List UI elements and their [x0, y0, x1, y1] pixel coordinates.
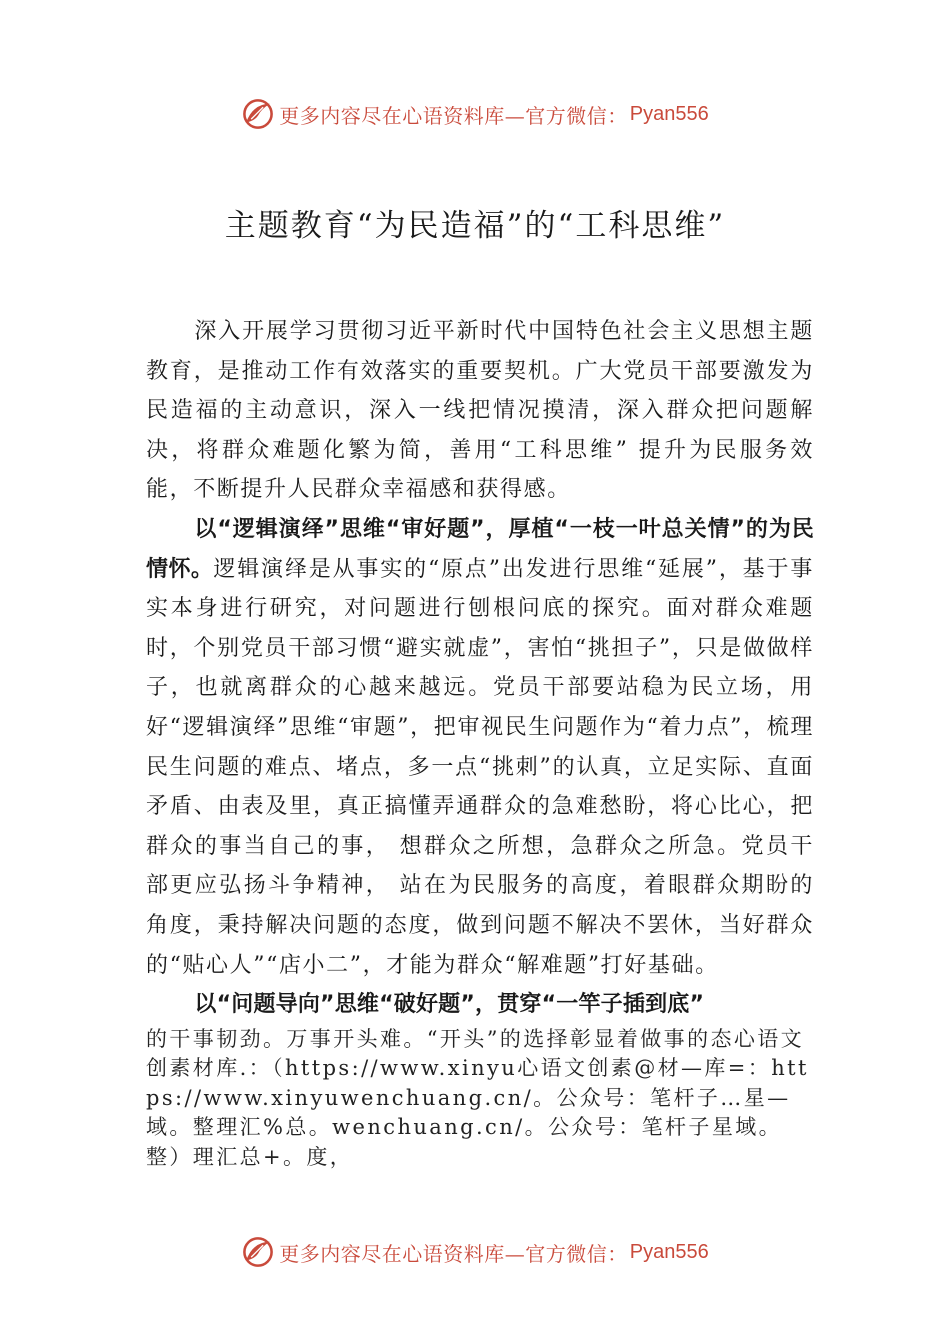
paragraph-problem [146, 985, 814, 1025]
paragraph-intro [146, 312, 814, 510]
banner-text: 更多内容尽在心语资料库—官方微信： [279, 1241, 628, 1266]
pen-logo-icon [241, 1235, 275, 1269]
banner-wechat-id: Pyan556 [629, 102, 709, 125]
pen-logo-icon [241, 97, 275, 131]
header-banner [0, 94, 950, 134]
paragraph-text: 逻辑演绎是从事实的“原点”出发进行思维“延展”，基于事实本身进行研究，对问题进行刨根问底的探究。面对群众难题时，个别党员干部习惯“避实就虚”，害怕“挑担子”，只是做做样子，也就离群众的心越来越远。党员干部要站稳为民立场，用好“逻辑演绎”思维“审题”，把审视民生问题作为“着力点”，梳理民生问题的难点、堵点，多一点“挑刺”的认真，立足实际、直面矛盾、由表及里，真正搞懂弄通群众的急难愁盼，将心比心，把群众的事当自己的事， 想群众之所想，急群众之所急。党员干部更应弘扬斗争精神， 站在为民服务的高度，着眼群众期盼的角度，秉持解决问题的态度，做到问题不解决不罢休，当好群众的“贴心人”“店小二”，才能为群众“解难题”打好基础。 [146, 556, 814, 978]
paragraph-lead: 以“问题导向”思维“破好题”，贯穿“一竿子插到底” [194, 992, 705, 1018]
banner-text: 更多内容尽在心语资料库—官方微信： [279, 103, 628, 128]
page-title: 主题教育“为民造福”的“工科思维” [224, 208, 726, 244]
footer-banner [0, 1232, 950, 1272]
paragraph-logic [146, 510, 814, 985]
paragraph-lead: 以“逻辑演绎”思维“审好题”，厚植“一枝一叶总关情”的为民情怀。 [146, 516, 814, 582]
paragraph-tail: 的干事韧劲。万事开头难。“开头”的选择彰显着做事的态心语文创素材库.：（https://www.xinyu心语文创素@材—库=：https://www.xinyuwenchuang.cn/。公众号：笔杆子…星—域。整理汇%总。wenchuang.cn/。公众号：笔杆子星域。整）理汇总+。度， [146, 1026, 809, 1169]
paragraph-text: 深入开展学习贯彻习近平新时代中国特色社会主义思想主题教育，是推动工作有效落实的重要契机。广大党员干部要激发为民造福的主动意识，深入一线把情况摸清，深入群众把问题解决，将群众难题化繁为简，善用“工科思维” 提升为民服务效能，不断提升人民群众幸福感和获得感。 [146, 319, 814, 503]
article-body [146, 312, 814, 1172]
banner-wechat-id: Pyan556 [629, 1240, 709, 1263]
